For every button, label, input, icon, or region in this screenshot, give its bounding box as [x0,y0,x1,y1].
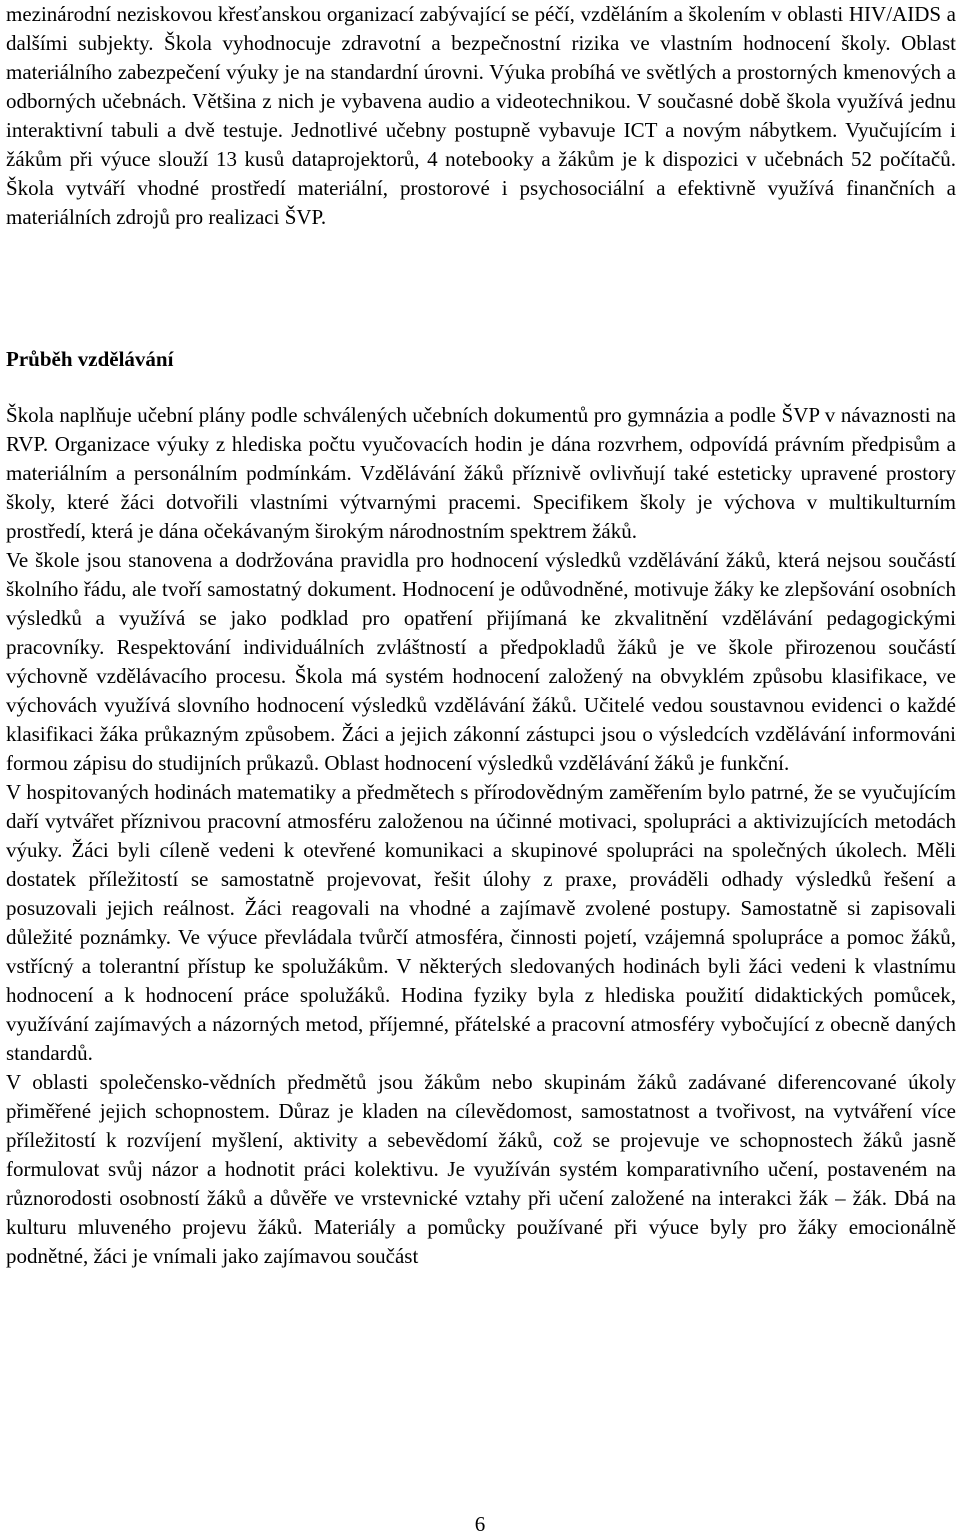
section-body [6,401,956,1271]
paragraph-science-lessons: V hospitovaných hodinách matematiky a předmětech s přírodovědným zaměřením bylo patrné, že se vyučujícím daří vytvářet příznivou pracovní atmosféru založenou na účinné motivaci, spolupráci a aktivizujících metodách výuky. Žáci byli cíleně vedeni k otevřené komunikaci a skupinové spolupráci na společných úkolech. Měli dostatek příležitostí se samostatně projevovat, řešit úlohy z praxe, prováděli odhady výsledků řešení a posuzovali jejich reálnost. Žáci reagovali na vhodné a zajímavě zvolené postupy. Samostatně si zapisovali důležité poznámky. Ve výuce převládala tvůrčí atmosféra, činnosti pojetí, vzájemná spolupráce a pomoc žáků, vstřícný a tolerantní přístup ke spolužákům. V některých sledovaných hodinách byli žáci vedeni k vlastnímu hodnocení a k hodnocení práce spolužáků. Hodina fyziky byla z hlediska použití didaktických pomůcek, využívání zajímavých a názorných metod, příjemné, přátelské a pracovní atmosféry vybočující z obecně daných standardů. [6,780,956,1065]
intro-paragraph: mezinárodní neziskovou křesťanskou organizací zabývající se péčí, vzděláním a školením v oblasti HIV/AIDS a dalšími subjekty. Škola vyhodnocuje zdravotní a bezpečnostní rizika ve vlastním hodnocení školy. Oblast materiálního zabezpečení výuky je na standardní úrovni. Výuka probíhá ve světlých a prostorných kmenových a odborných učebnách. Většina z nich je vybavena audio a videotechnikou. V současné době škola využívá jednu interaktivní tabuli a dvě testuje. Jednotlivé učebny postupně vybavuje ICT a novým nábytkem. Vyučujícím i žákům při výuce slouží 13 kusů dataprojektorů, 4 notebooky a žákům je k dispozici v učebnách 52 počítačů. Škola vytváří vhodné prostředí materiální, prostorové i psychosociální a efektivně využívá finančních a materiálních zdrojů pro realizaci ŠVP. [6,2,956,229]
paragraph-curriculum: Škola naplňuje učební plány podle schválených učebních dokumentů pro gymnázia a podle ŠVP v návaznosti na RVP. Organizace výuky z hlediska počtu vyučovacích hodin je dána rozvrhem, odpovídá právním předpisům a materiálním a personálním podmínkám. Vzdělávání žáků příznivě ovlivňují také esteticky upravené prostory školy, které žáci dotvořili vlastními výtvarnými pracemi. Specifikem školy je výchova v multikulturním prostředí, která je dána očekávaným širokým národnostním spektrem žáků. [6,403,956,543]
section-heading: Průběh vzdělávání [6,347,174,371]
paragraph-evaluation: Ve škole jsou stanovena a dodržována pravidla pro hodnocení výsledků vzdělávání žáků, která nejsou součástí školního řádu, ale tvoří samostatný dokument. Hodnocení je odůvodněné, motivuje žáky ke zlepšování osobních výsledků a využívá se jako podklad pro opatření přijímaná ke zkvalitnění vzdělávání pedagogickými pracovníky. Respektování individuálních zvláštností a předpokladů žáků je ve škole přirozenou součástí výchovně vzdělávacího procesu. Škola má systém hodnocení založený na obvyklém způsobu klasifikace, ve výchovách využívá slovního hodnocení výsledků vzdělávání žáků. Učitelé vedou soustavnou evidenci o každé klasifikaci žáka průkazným způsobem. Žáci a jejich zákonní zástupci jsou o výsledcích vzdělávání informováni formou zápisu do studijních průkazů. Oblast hodnocení výsledků vzdělávání žáků je funkční. [6,548,956,775]
paragraph-social-sciences: V oblasti společensko-vědních předmětů jsou žákům nebo skupinám žáků zadávané diferencované úkoly přiměřené jejich schopnostem. Důraz je kladen na cílevědomost, samostatnost a tvořivost, na vytváření více příležitostí k rozvíjení myšlení, aktivity a sebevědomí žáků, což se projevuje ve schopnostech žáků jasně formulovat svůj názor a hodnotit práci kolektivu. Je využíván systém komparativního učení, postaveném na různorodosti osobností žáků a důvěře ve vrstevnické vztahy při učení založené na interakci žák – žák. Dbá na kulturu mluveného projevu žáků. Materiály a pomůcky používané při výuce byly pro žáky emocionálně podnětné, žáci je vnímali jako zajímavou součást [6,1070,956,1268]
page-number: 6 [474,1512,486,1536]
